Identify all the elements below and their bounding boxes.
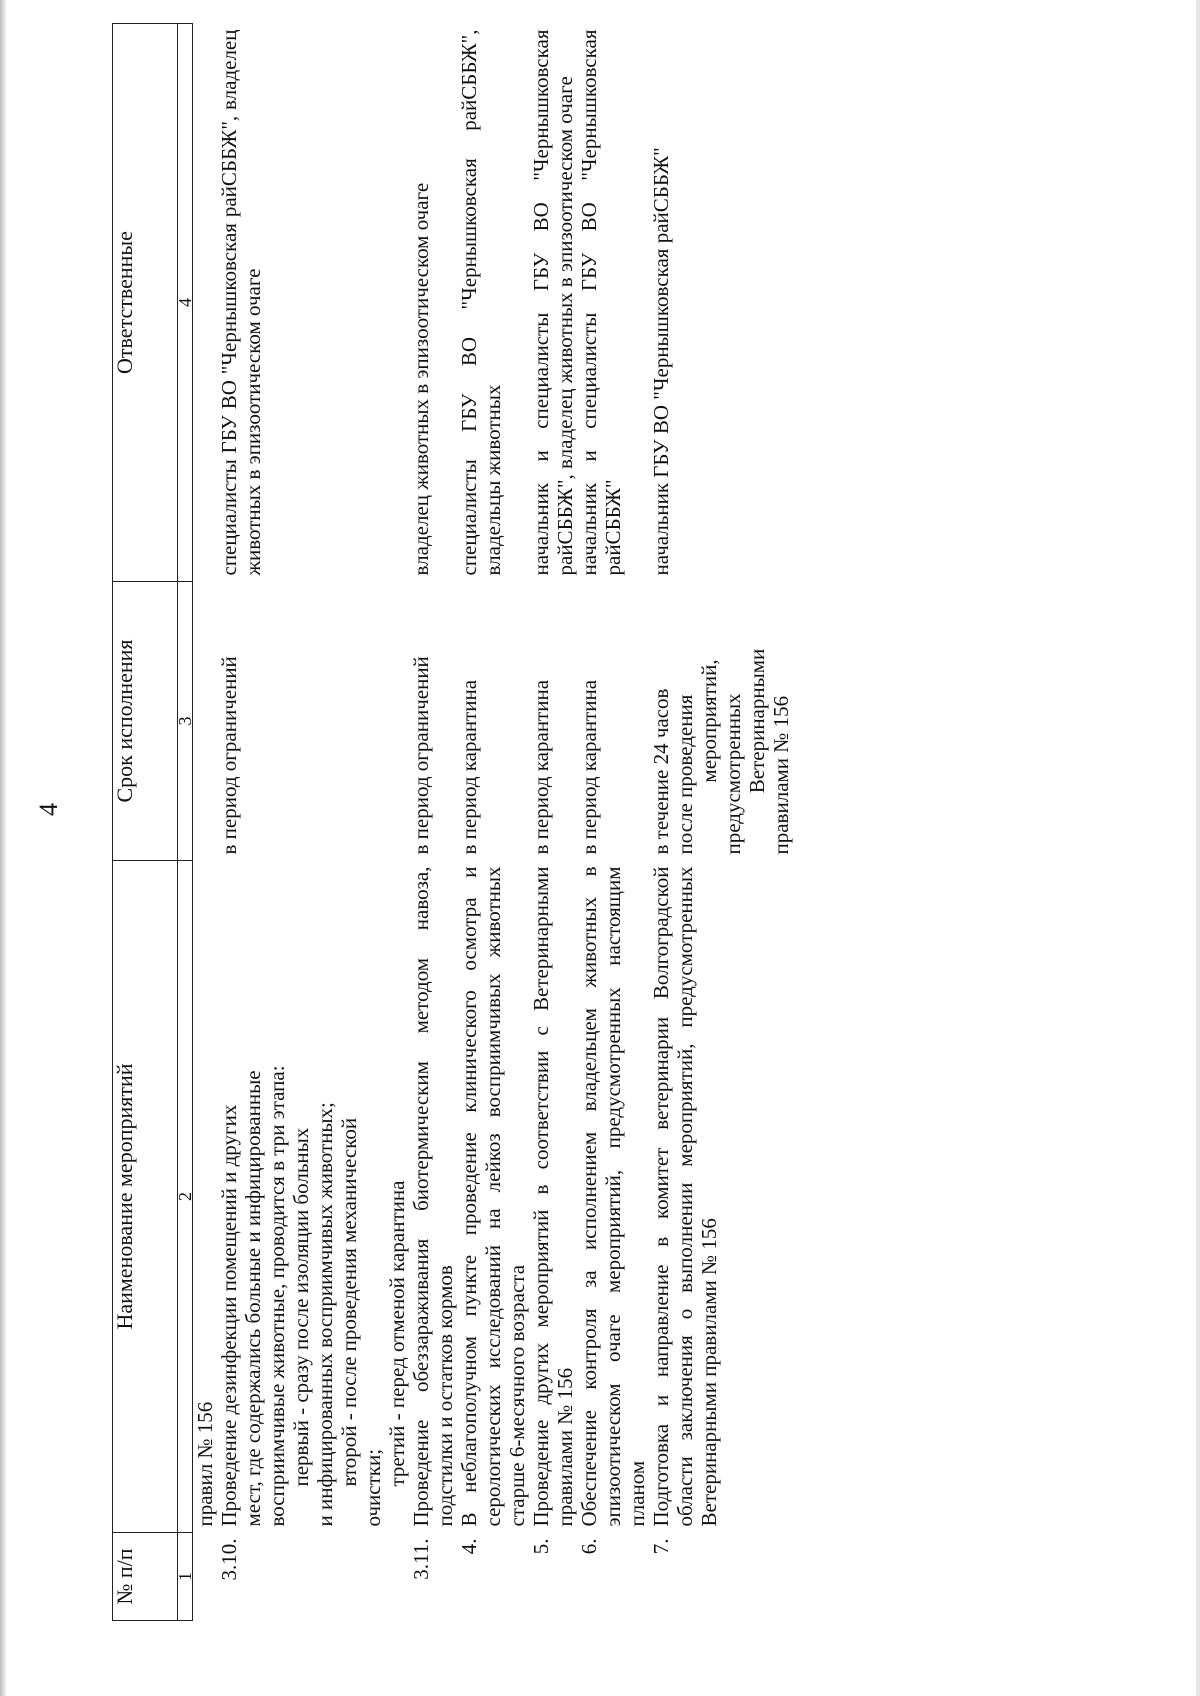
col-number-1: 1 bbox=[178, 1533, 193, 1621]
row-responsible: специалисты ГБУ ВО "Чернышковская райСББЖ", владелец животных в эпизоотическом очаге bbox=[217, 29, 265, 576]
term-line: после проведения bbox=[673, 694, 697, 855]
col-header-resp: Ответственные bbox=[113, 24, 178, 582]
table-row-3-10 bbox=[217, 24, 409, 1621]
name-line: второй - после проведения механической bbox=[337, 1117, 361, 1487]
row-number: 3.11. bbox=[409, 1538, 433, 1580]
row-responsible: владелец животных в эпизоотическом очаге bbox=[409, 182, 433, 576]
table-cell bbox=[193, 24, 218, 582]
row-number: 6. bbox=[577, 1538, 601, 1555]
measures-table bbox=[112, 23, 793, 1621]
name-line: первый - сразу после изоляции больных bbox=[289, 1127, 313, 1487]
table-cell bbox=[193, 582, 218, 861]
col-header-term: Срок исполнения bbox=[113, 582, 178, 861]
term-line: предусмотренных bbox=[721, 693, 745, 855]
name-line: очистки; bbox=[361, 1448, 385, 1527]
col-number-2: 2 bbox=[178, 861, 193, 1533]
row-responsible: начальник и специалисты ГБУ ВО "Чернышковская райСББЖ", владелец животных в эпизоотическом очаге bbox=[529, 29, 577, 576]
name-line: мест, где содержались больные и инфицированные bbox=[241, 1070, 265, 1527]
row-term: в период карантина bbox=[577, 679, 601, 855]
term-line: правилами № 156 bbox=[769, 695, 793, 855]
row-name bbox=[217, 861, 409, 1533]
table-row-3-11 bbox=[409, 24, 457, 1621]
row-term: в период ограничений bbox=[409, 656, 433, 855]
column-number-row bbox=[178, 24, 193, 1621]
row-number: 5. bbox=[529, 1538, 553, 1555]
row-name: Подготовка и направление в комитет ветеринарии Волгоградской области заключения о выполнении мероприятий, предусмотренных Ветеринарными правилами № 156 bbox=[649, 866, 721, 1527]
table-row-6 bbox=[577, 24, 649, 1621]
row-term: в период карантина bbox=[457, 679, 481, 855]
row-responsible: начальник и специалисты ГБУ ВО "Чернышковская райСББЖ" bbox=[577, 29, 625, 576]
row-name: В неблагополучном пункте проведение клинического осмотра и серологических исследований на лейкоз восприимчивых животных старше 6-месячного возраста bbox=[457, 866, 529, 1527]
col-number-4: 4 bbox=[178, 24, 193, 582]
row-name: Проведение других мероприятий в соответствии с Ветеринарными правилами № 156 bbox=[529, 866, 577, 1527]
name-line: Проведение дезинфекции помещений и других bbox=[217, 1104, 241, 1527]
row-name: Проведение обеззараживания биотермическим методом навоза, подстилки и остатков кормов bbox=[409, 866, 457, 1527]
row-name: Обеспечение контроля за исполнением владельцем животных в эпизоотическом очаге мероприятий, предусмотренных настоящим планом bbox=[577, 866, 649, 1527]
term-line: мероприятий, bbox=[697, 659, 721, 783]
table-cell bbox=[193, 1533, 218, 1621]
row-responsible: начальник ГБУ ВО "Чернышковская райСББЖ" bbox=[649, 147, 673, 576]
col-header-name: Наименование мероприятий bbox=[113, 861, 178, 1533]
table-head bbox=[113, 24, 193, 1621]
name-line: третий - перед отменой карантина bbox=[385, 1180, 409, 1487]
row-term bbox=[649, 582, 793, 861]
header-row bbox=[113, 24, 178, 1621]
term-line: Ветеринарными bbox=[745, 648, 769, 794]
row-responsible: специалисты ГБУ ВО "Чернышковская райСББЖ", владельцы животных bbox=[457, 29, 505, 576]
col-header-num: № п/п bbox=[113, 1533, 178, 1621]
table-row-4 bbox=[457, 24, 529, 1621]
row-number: 3.10. bbox=[217, 1538, 241, 1581]
name-line: и инфицированных восприимчивых животных; bbox=[313, 1102, 337, 1527]
row-number: 7. bbox=[649, 1538, 673, 1555]
name-line: восприимчивые животные, проводится в три этапа: bbox=[265, 1065, 289, 1527]
row-term: в период карантина bbox=[529, 679, 553, 855]
table-body bbox=[193, 24, 794, 1621]
table-row-5 bbox=[529, 24, 577, 1621]
term-line: в течение 24 часов bbox=[649, 688, 673, 855]
page-number: 4 bbox=[34, 803, 63, 816]
row-term: в период ограничений bbox=[217, 656, 241, 855]
row-number: 4. bbox=[457, 1538, 481, 1555]
col-number-3: 3 bbox=[178, 582, 193, 861]
continuation-text: правил № 156 bbox=[193, 1401, 217, 1527]
table-row-7 bbox=[649, 24, 793, 1621]
continuation-row bbox=[193, 24, 218, 1621]
